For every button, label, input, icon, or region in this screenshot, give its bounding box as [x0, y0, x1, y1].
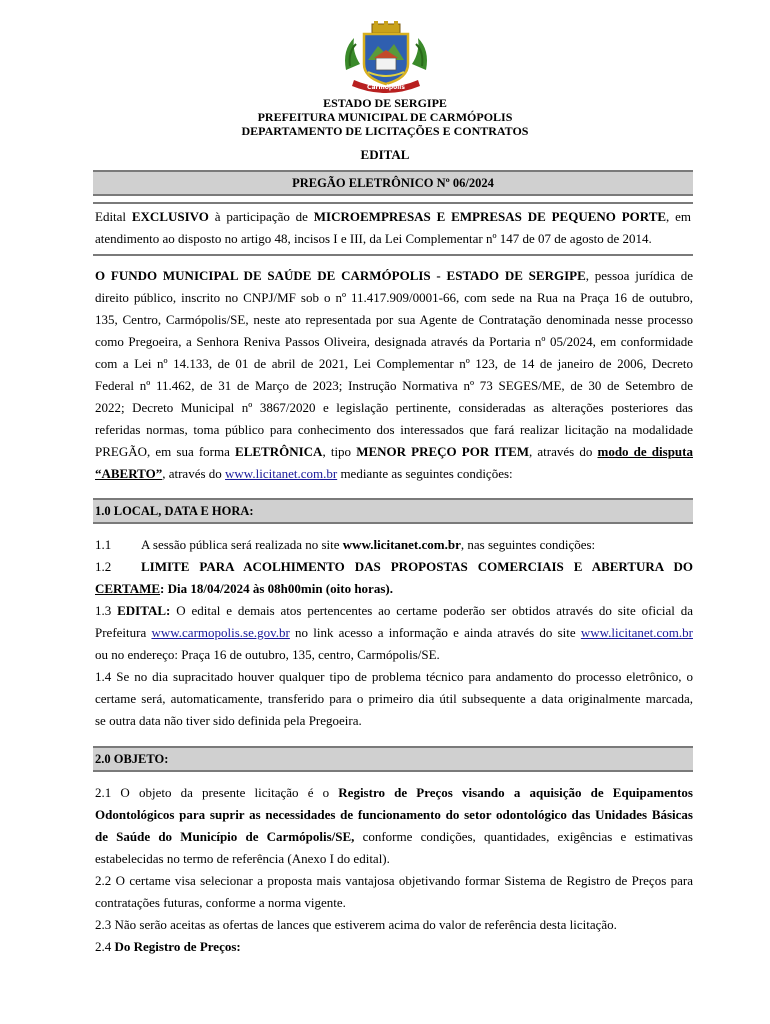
exclusive-line-2: atendimento ao disposto no artigo 48, incisos I e III, da Lei Complementar nº 147 de 07 de agosto de 2014.: [95, 231, 652, 246]
header-department: DEPARTAMENTO DE LICITAÇÕES E CONTRATOS: [241, 124, 529, 138]
carmopolis-site-link[interactable]: www.carmopolis.se.gov.br: [151, 625, 290, 640]
header-prefeitura: PREFEITURA MUNICIPAL DE CARMÓPOLIS: [257, 110, 513, 124]
header-state: ESTADO DE SERGIPE: [323, 96, 447, 110]
pregao-title-bar: PREGÃO ELETRÔNICO Nº 06/2024: [93, 170, 693, 196]
licitanet-site-link[interactable]: www.licitanet.com.br: [580, 625, 693, 640]
section-2-content: 2.1 O objeto da presente licitação é o Registro de Preços visando a aquisição de Equipamentos Odontológicos para suprir as necessidades de funcionamento do setor odontológico das Unidades Básicas de Saúde do Município de Carmópolis/SE, conforme condições, quantidades, exigências e estimativas estabelecidas no termo de referência (Anexo I do edital). 2.2 O certame visa selecionar a proposta mais vantajosa objetivando formar Sistema de Registro de Preços para contratações futuras, conforme a norma vigente. 2.3 Não serão aceitas as ofertas de lances que estiverem acima do valor de referência desta licitação. 2.4 Do Registro de Preços:: [95, 785, 693, 954]
municipal-coat-of-arms-logo: [340, 20, 432, 96]
section-1-content: 1.1 A sessão pública será realizada no site www.licitanet.com.br, nas seguintes condições: 1.2 LIMITE PARA ACOLHIMENTO DAS PROPOSTAS COMERCIAIS E ABERTURA DO CERTAME: Dia 18/04/2024 às 08h00min (oito horas). 1.3 EDITAL: O edital e demais atos pertencentes ao certame poderão ser obtidos através do site oficial da Prefeitura www.carmopolis.se.gov.br no link acesso a informação e ainda através do site www.licitanet.com.br ou no endereço: Praça 16 de outubro, 135, centro, Carmópolis/SE. 1.4 Se no dia supracitado houver qualquer tipo de problema técnico para andamento do processo eletrônico, o certame será, automaticamente, transferido para o primeiro dia útil subsequente a data originalmente marcada, se outra data não tiver sido definida pela Pregoeira.: [95, 537, 693, 728]
intro-paragraph: O FUNDO MUNICIPAL DE SAÚDE DE CARMÓPOLIS - ESTADO DE SERGIPE, pessoa jurídica de direito público, inscrito no CNPJ/MF sob o nº 11.417.909/0001-66, com sede na Rua na Praça 16 de outubro, 135, Centro, Carmópolis/SE, neste ato representada por sua Agente de Contratação denominada nesse processo como Pregoeira, a Senhora Reniva Passos Oliveira, designada através da Portaria nº 05/2024, em conformidade com a Lei nº 14.133, de 01 de abril de 2021, Lei Complementar nº 123, de 14 de janeiro de 2006, Decreto Federal nº 11.462, de 31 de Março de 2023; Instrução Normativa nº 73 SEGES/ME, de 30 de Setembro de 2022; Decreto Municipal nº 3867/2020 e legislação pertinente, consideradas as alterações posteriores das referidas normas, toma público para conhecimento dos interessados que fará realizar licitação na modalidade PREGÃO, em sua forma ELETRÔNICA, tipo MENOR PREÇO POR ITEM, através do modo de disputa “ABERTO”, através do www.licitanet.com.br mediante as seguintes condições:: [95, 268, 693, 481]
section-1-title-bar: 1.0 LOCAL, DATA E HORA:: [93, 498, 693, 524]
document-type-title: EDITAL: [360, 147, 410, 162]
section-2-title-bar: 2.0 OBJETO:: [93, 746, 693, 772]
exclusive-line-1: Edital EXCLUSIVO à participação de MICROEMPRESAS E EMPRESAS DE PEQUENO PORTE, em: [95, 209, 691, 224]
logo-banner-text: Carmópolis: [367, 84, 405, 91]
licitanet-link[interactable]: www.licitanet.com.br: [225, 466, 338, 481]
exclusive-notice-box: [93, 202, 693, 256]
